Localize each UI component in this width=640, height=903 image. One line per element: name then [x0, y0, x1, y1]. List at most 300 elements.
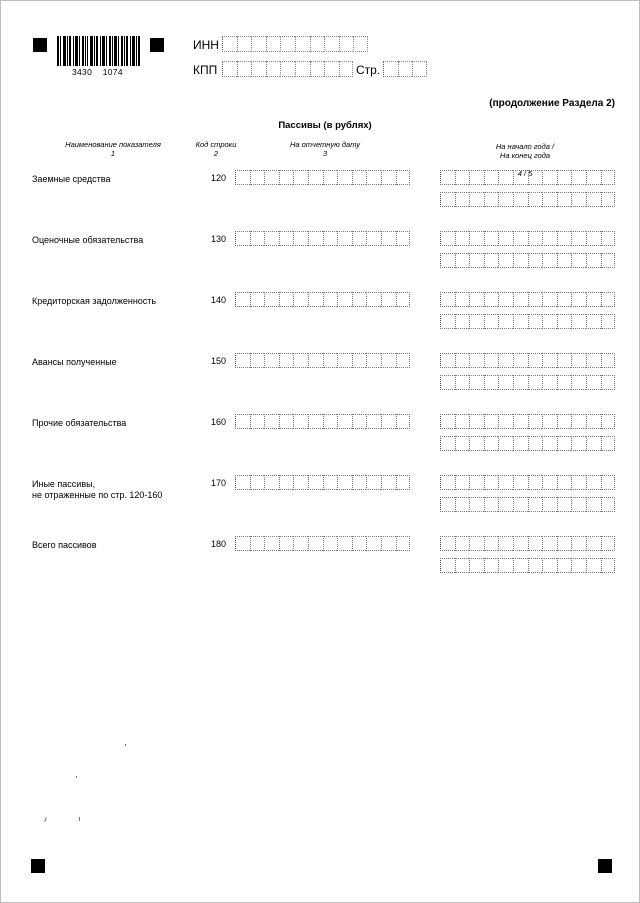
digit-cell[interactable]	[469, 192, 484, 207]
digit-cell[interactable]	[396, 231, 411, 246]
digit-cell[interactable]	[601, 253, 616, 268]
digit-cell[interactable]	[513, 475, 528, 490]
digit-cell[interactable]	[352, 414, 367, 429]
digit-cell[interactable]	[264, 292, 279, 307]
digit-cell[interactable]	[308, 536, 323, 551]
digit-cell[interactable]	[264, 170, 279, 185]
digit-cell[interactable]	[513, 170, 528, 185]
digit-cell[interactable]	[293, 292, 308, 307]
digit-cell[interactable]	[264, 353, 279, 368]
inn-field[interactable]	[222, 36, 368, 52]
digit-cell[interactable]	[366, 170, 381, 185]
digit-cell[interactable]	[528, 192, 543, 207]
digit-cell[interactable]	[557, 497, 572, 512]
digit-cell[interactable]	[557, 536, 572, 551]
digit-cell[interactable]	[469, 231, 484, 246]
digit-cell[interactable]	[455, 192, 470, 207]
year-start-value-field[interactable]	[440, 231, 615, 246]
digit-cell[interactable]	[352, 475, 367, 490]
digit-cell[interactable]	[337, 231, 352, 246]
digit-cell[interactable]	[557, 170, 572, 185]
row-code: 120	[210, 173, 226, 183]
digit-cell[interactable]	[440, 436, 455, 451]
column-number: 4 / 5	[517, 169, 533, 178]
digit-cell[interactable]	[557, 231, 572, 246]
digit-cell[interactable]	[498, 436, 513, 451]
year-start-value-field[interactable]	[440, 170, 615, 185]
kpp-field[interactable]	[222, 61, 353, 77]
digit-cell[interactable]	[293, 353, 308, 368]
digit-cell[interactable]	[484, 170, 499, 185]
row-name: Прочие обязательства	[32, 418, 127, 428]
digit-cell[interactable]	[308, 292, 323, 307]
digit-cell[interactable]	[484, 292, 499, 307]
digit-cell[interactable]	[571, 414, 586, 429]
digit-cell[interactable]	[323, 475, 338, 490]
digit-cell[interactable]	[586, 253, 601, 268]
digit-cell[interactable]	[323, 292, 338, 307]
digit-cell[interactable]	[498, 192, 513, 207]
row-name: Кредиторская задолженность	[32, 296, 157, 306]
digit-cell[interactable]	[557, 353, 572, 368]
digit-cell[interactable]	[586, 314, 601, 329]
digit-cell[interactable]	[469, 475, 484, 490]
digit-cell[interactable]	[455, 375, 470, 390]
digit-cell[interactable]	[601, 497, 616, 512]
digit-cell[interactable]	[235, 292, 250, 307]
digit-cell[interactable]	[498, 536, 513, 551]
digit-cell[interactable]	[528, 375, 543, 390]
digit-cell[interactable]	[528, 558, 543, 573]
barcode-icon	[57, 36, 141, 66]
digit-cell[interactable]	[586, 475, 601, 490]
digit-cell[interactable]	[601, 192, 616, 207]
digit-cell[interactable]	[601, 353, 616, 368]
digit-cell[interactable]	[250, 414, 265, 429]
digit-cell[interactable]	[542, 414, 557, 429]
digit-cell[interactable]	[513, 497, 528, 512]
digit-cell[interactable]	[352, 170, 367, 185]
reporting-date-value-field[interactable]	[235, 536, 410, 551]
page-number-field[interactable]	[383, 61, 427, 77]
digit-cell[interactable]	[455, 314, 470, 329]
digit-cell[interactable]	[250, 536, 265, 551]
digit-cell[interactable]	[498, 253, 513, 268]
digit-cell[interactable]	[381, 475, 396, 490]
digit-cell[interactable]	[586, 231, 601, 246]
digit-cell[interactable]	[542, 231, 557, 246]
digit-cell[interactable]	[455, 475, 470, 490]
digit-cell[interactable]	[513, 353, 528, 368]
digit-cell[interactable]	[440, 353, 455, 368]
digit-cell[interactable]	[455, 231, 470, 246]
digit-cell[interactable]	[513, 192, 528, 207]
row-code: 180	[210, 539, 226, 549]
digit-cell[interactable]	[250, 353, 265, 368]
digit-cell[interactable]	[279, 414, 294, 429]
digit-cell[interactable]	[601, 231, 616, 246]
digit-cell[interactable]	[484, 536, 499, 551]
digit-cell[interactable]	[542, 475, 557, 490]
column-header-name	[48, 140, 178, 158]
digit-cell[interactable]	[601, 414, 616, 429]
digit-cell[interactable]	[469, 536, 484, 551]
digit-cell[interactable]	[323, 414, 338, 429]
digit-cell[interactable]	[601, 292, 616, 307]
digit-cell[interactable]	[279, 536, 294, 551]
reporting-date-value-field[interactable]	[235, 475, 410, 490]
digit-cell[interactable]	[469, 375, 484, 390]
digit-cell[interactable]	[352, 353, 367, 368]
digit-cell[interactable]	[293, 414, 308, 429]
digit-cell[interactable]	[469, 497, 484, 512]
digit-cell[interactable]	[440, 253, 455, 268]
digit-cell[interactable]	[381, 231, 396, 246]
digit-cell[interactable]	[366, 231, 381, 246]
digit-cell[interactable]	[571, 375, 586, 390]
year-start-value-field[interactable]	[440, 475, 615, 490]
digit-cell[interactable]	[571, 497, 586, 512]
digit-cell[interactable]	[557, 558, 572, 573]
digit-cell[interactable]	[235, 231, 250, 246]
digit-cell[interactable]	[381, 353, 396, 368]
digit-cell[interactable]	[279, 475, 294, 490]
digit-cell[interactable]	[455, 414, 470, 429]
digit-cell[interactable]	[484, 192, 499, 207]
digit-cell[interactable]	[513, 436, 528, 451]
digit-cell[interactable]	[484, 497, 499, 512]
digit-cell[interactable]	[498, 375, 513, 390]
digit-cell[interactable]	[455, 170, 470, 185]
year-end-value-field[interactable]	[440, 253, 615, 268]
digit-cell[interactable]	[557, 292, 572, 307]
digit-cell[interactable]	[498, 414, 513, 429]
digit-cell[interactable]	[498, 292, 513, 307]
digit-cell[interactable]	[337, 536, 352, 551]
year-end-value-field[interactable]	[440, 558, 615, 573]
digit-cell[interactable]	[469, 170, 484, 185]
digit-cell[interactable]	[484, 436, 499, 451]
digit-cell[interactable]	[513, 292, 528, 307]
digit-cell[interactable]	[513, 314, 528, 329]
digit-cell[interactable]	[542, 192, 557, 207]
digit-cell[interactable]	[542, 292, 557, 307]
digit-cell[interactable]	[571, 231, 586, 246]
digit-cell[interactable]	[528, 475, 543, 490]
year-end-value-field[interactable]	[440, 497, 615, 512]
digit-cell[interactable]	[557, 192, 572, 207]
digit-cell[interactable]	[381, 536, 396, 551]
digit-cell[interactable]	[601, 375, 616, 390]
registration-mark-bottom-left	[31, 859, 45, 873]
digit-cell[interactable]	[586, 497, 601, 512]
digit-cell[interactable]	[528, 292, 543, 307]
registration-mark-top-left	[33, 38, 47, 52]
kpp-label: КПП	[193, 63, 218, 77]
digit-cell[interactable]	[542, 497, 557, 512]
row-code: 160	[210, 417, 226, 427]
digit-cell[interactable]	[264, 475, 279, 490]
year-end-value-field[interactable]	[440, 436, 615, 451]
reporting-date-value-field[interactable]	[235, 414, 410, 429]
digit-cell[interactable]	[455, 558, 470, 573]
digit-cell[interactable]	[396, 353, 411, 368]
row-code: 130	[210, 234, 226, 244]
digit-cell[interactable]	[235, 536, 250, 551]
digit-cell[interactable]	[542, 314, 557, 329]
reporting-date-value-field[interactable]	[235, 292, 410, 307]
digit-cell[interactable]	[513, 253, 528, 268]
digit-cell[interactable]	[557, 253, 572, 268]
digit-cell[interactable]	[440, 475, 455, 490]
column-label: Код строки	[195, 140, 237, 149]
digit-cell[interactable]	[586, 170, 601, 185]
column-label: Наименование показателя	[65, 140, 161, 149]
digit-cell[interactable]	[601, 170, 616, 185]
digit-cell[interactable]	[542, 253, 557, 268]
digit-cell[interactable]	[440, 292, 455, 307]
digit-cell[interactable]	[396, 170, 411, 185]
digit-cell[interactable]	[586, 292, 601, 307]
digit-cell[interactable]	[235, 414, 250, 429]
digit-cell[interactable]	[571, 475, 586, 490]
digit-cell[interactable]	[571, 292, 586, 307]
scan-speck	[125, 744, 126, 746]
digit-cell[interactable]	[484, 231, 499, 246]
digit-cell[interactable]	[293, 231, 308, 246]
digit-cell[interactable]	[557, 475, 572, 490]
digit-cell[interactable]	[264, 536, 279, 551]
digit-cell[interactable]	[498, 475, 513, 490]
row-code: 140	[210, 295, 226, 305]
digit-cell[interactable]	[601, 558, 616, 573]
digit-cell[interactable]	[279, 292, 294, 307]
digit-cell[interactable]	[381, 414, 396, 429]
digit-cell[interactable]	[586, 192, 601, 207]
digit-cell[interactable]	[528, 414, 543, 429]
digit-cell[interactable]	[352, 536, 367, 551]
registration-mark-bottom-right	[598, 859, 612, 873]
digit-cell[interactable]	[484, 414, 499, 429]
digit-cell[interactable]	[586, 353, 601, 368]
digit-cell[interactable]	[498, 497, 513, 512]
digit-cell[interactable]	[366, 475, 381, 490]
digit-cell[interactable]	[264, 414, 279, 429]
digit-cell[interactable]	[498, 353, 513, 368]
digit-cell[interactable]	[337, 353, 352, 368]
digit-cell[interactable]	[396, 292, 411, 307]
digit-cell[interactable]	[513, 536, 528, 551]
digit-cell[interactable]	[264, 231, 279, 246]
digit-cell[interactable]	[337, 475, 352, 490]
digit-cell[interactable]	[352, 292, 367, 307]
digit-cell[interactable]	[235, 353, 250, 368]
digit-cell[interactable]	[484, 375, 499, 390]
digit-cell[interactable]	[396, 536, 411, 551]
digit-cell[interactable]	[469, 353, 484, 368]
digit-cell[interactable]	[396, 475, 411, 490]
digit-cell[interactable]	[469, 414, 484, 429]
digit-cell[interactable]	[586, 414, 601, 429]
digit-cell[interactable]	[440, 314, 455, 329]
digit-cell[interactable]	[513, 558, 528, 573]
digit-cell[interactable]	[308, 231, 323, 246]
digit-cell[interactable]	[469, 253, 484, 268]
digit-cell[interactable]	[528, 170, 543, 185]
digit-cell[interactable]	[279, 353, 294, 368]
digit-cell[interactable]	[498, 170, 513, 185]
digit-cell[interactable]	[484, 475, 499, 490]
digit-cell[interactable]	[352, 231, 367, 246]
digit-cell[interactable]	[308, 353, 323, 368]
digit-cell[interactable]	[337, 414, 352, 429]
digit-cell[interactable]	[498, 558, 513, 573]
digit-cell[interactable]	[366, 536, 381, 551]
digit-cell[interactable]	[235, 170, 250, 185]
digit-cell[interactable]	[440, 170, 455, 185]
digit-cell[interactable]	[513, 414, 528, 429]
digit-cell[interactable]	[484, 558, 499, 573]
year-end-value-field[interactable]	[440, 314, 615, 329]
year-start-value-field[interactable]	[440, 292, 615, 307]
digit-cell[interactable]	[528, 497, 543, 512]
column-number: 3	[322, 149, 328, 158]
digit-cell[interactable]	[498, 231, 513, 246]
digit-cell[interactable]	[586, 558, 601, 573]
digit-cell[interactable]	[308, 414, 323, 429]
digit-cell[interactable]	[366, 414, 381, 429]
digit-cell[interactable]	[455, 353, 470, 368]
year-end-value-field[interactable]	[440, 192, 615, 207]
digit-cell[interactable]	[601, 314, 616, 329]
digit-cell[interactable]	[279, 170, 294, 185]
digit-cell[interactable]	[586, 536, 601, 551]
digit-cell[interactable]	[528, 314, 543, 329]
column-number: 1	[110, 149, 116, 158]
digit-cell[interactable]	[571, 253, 586, 268]
digit-cell[interactable]	[571, 536, 586, 551]
digit-cell[interactable]	[601, 536, 616, 551]
digit-cell[interactable]	[337, 170, 352, 185]
digit-cell[interactable]	[542, 436, 557, 451]
digit-cell[interactable]	[337, 292, 352, 307]
digit-cell[interactable]	[455, 436, 470, 451]
digit-cell[interactable]	[455, 253, 470, 268]
barcode-number: 3430 1074	[72, 67, 123, 77]
digit-cell[interactable]	[440, 414, 455, 429]
digit-cell[interactable]	[323, 353, 338, 368]
digit-cell[interactable]	[469, 314, 484, 329]
digit-cell[interactable]	[250, 292, 265, 307]
digit-cell[interactable]	[293, 475, 308, 490]
row-name: Иные пассивы, не отраженные по стр. 120-160	[32, 479, 163, 500]
digit-cell[interactable]	[250, 231, 265, 246]
digit-cell[interactable]	[601, 475, 616, 490]
digit-cell[interactable]	[542, 536, 557, 551]
digit-cell[interactable]	[440, 231, 455, 246]
digit-cell[interactable]	[381, 292, 396, 307]
digit-cell[interactable]	[250, 170, 265, 185]
digit-cell[interactable]	[455, 497, 470, 512]
digit-cell[interactable]	[528, 436, 543, 451]
digit-cell[interactable]	[366, 353, 381, 368]
digit-cell[interactable]	[484, 353, 499, 368]
digit-cell[interactable]	[528, 536, 543, 551]
digit-cell[interactable]	[323, 536, 338, 551]
digit-cell[interactable]	[601, 436, 616, 451]
digit-cell[interactable]	[571, 314, 586, 329]
digit-cell[interactable]	[528, 253, 543, 268]
digit-cell[interactable]	[235, 475, 250, 490]
digit-cell[interactable]	[440, 536, 455, 551]
year-start-value-field[interactable]	[440, 414, 615, 429]
digit-cell[interactable]	[293, 536, 308, 551]
scan-speck	[79, 817, 80, 821]
digit-cell[interactable]	[455, 536, 470, 551]
digit-cell[interactable]	[528, 353, 543, 368]
reporting-date-value-field[interactable]	[235, 170, 410, 185]
digit-cell[interactable]	[542, 558, 557, 573]
digit-cell[interactable]	[469, 436, 484, 451]
digit-cell[interactable]	[469, 292, 484, 307]
digit-cell[interactable]	[557, 436, 572, 451]
digit-cell[interactable]	[440, 375, 455, 390]
digit-cell[interactable]	[366, 292, 381, 307]
digit-cell[interactable]	[542, 375, 557, 390]
digit-cell[interactable]	[455, 292, 470, 307]
digit-cell[interactable]	[571, 192, 586, 207]
digit-cell[interactable]	[557, 414, 572, 429]
digit-cell[interactable]	[528, 231, 543, 246]
digit-cell[interactable]	[586, 436, 601, 451]
digit-cell[interactable]	[381, 170, 396, 185]
digit-cell[interactable]	[484, 253, 499, 268]
digit-cell[interactable]	[250, 475, 265, 490]
reporting-date-value-field[interactable]	[235, 353, 410, 368]
digit-cell[interactable]	[557, 314, 572, 329]
digit-cell[interactable]	[323, 231, 338, 246]
digit-cell[interactable]	[396, 414, 411, 429]
digit-cell[interactable]	[440, 192, 455, 207]
digit-cell[interactable]	[440, 558, 455, 573]
digit-cell[interactable]	[469, 558, 484, 573]
digit-cell[interactable]	[308, 170, 323, 185]
digit-cell[interactable]	[498, 314, 513, 329]
digit-cell[interactable]	[308, 475, 323, 490]
year-end-value-field[interactable]	[440, 375, 615, 390]
digit-cell[interactable]	[513, 231, 528, 246]
digit-cell[interactable]	[279, 231, 294, 246]
scan-speck	[76, 776, 77, 778]
year-start-value-field[interactable]	[440, 353, 615, 368]
digit-cell[interactable]	[323, 170, 338, 185]
digit-cell[interactable]	[513, 375, 528, 390]
digit-cell[interactable]	[542, 353, 557, 368]
digit-cell[interactable]	[586, 375, 601, 390]
digit-cell[interactable]	[571, 558, 586, 573]
digit-cell[interactable]	[542, 170, 557, 185]
digit-cell[interactable]	[557, 375, 572, 390]
digit-cell[interactable]	[571, 353, 586, 368]
digit-cell[interactable]	[484, 314, 499, 329]
digit-cell[interactable]	[571, 436, 586, 451]
digit-cell[interactable]	[440, 497, 455, 512]
row-name: Заемные средства	[32, 174, 111, 184]
digit-cell[interactable]	[571, 170, 586, 185]
digit-cell[interactable]	[293, 170, 308, 185]
reporting-date-value-field[interactable]	[235, 231, 410, 246]
year-start-value-field[interactable]	[440, 536, 615, 551]
